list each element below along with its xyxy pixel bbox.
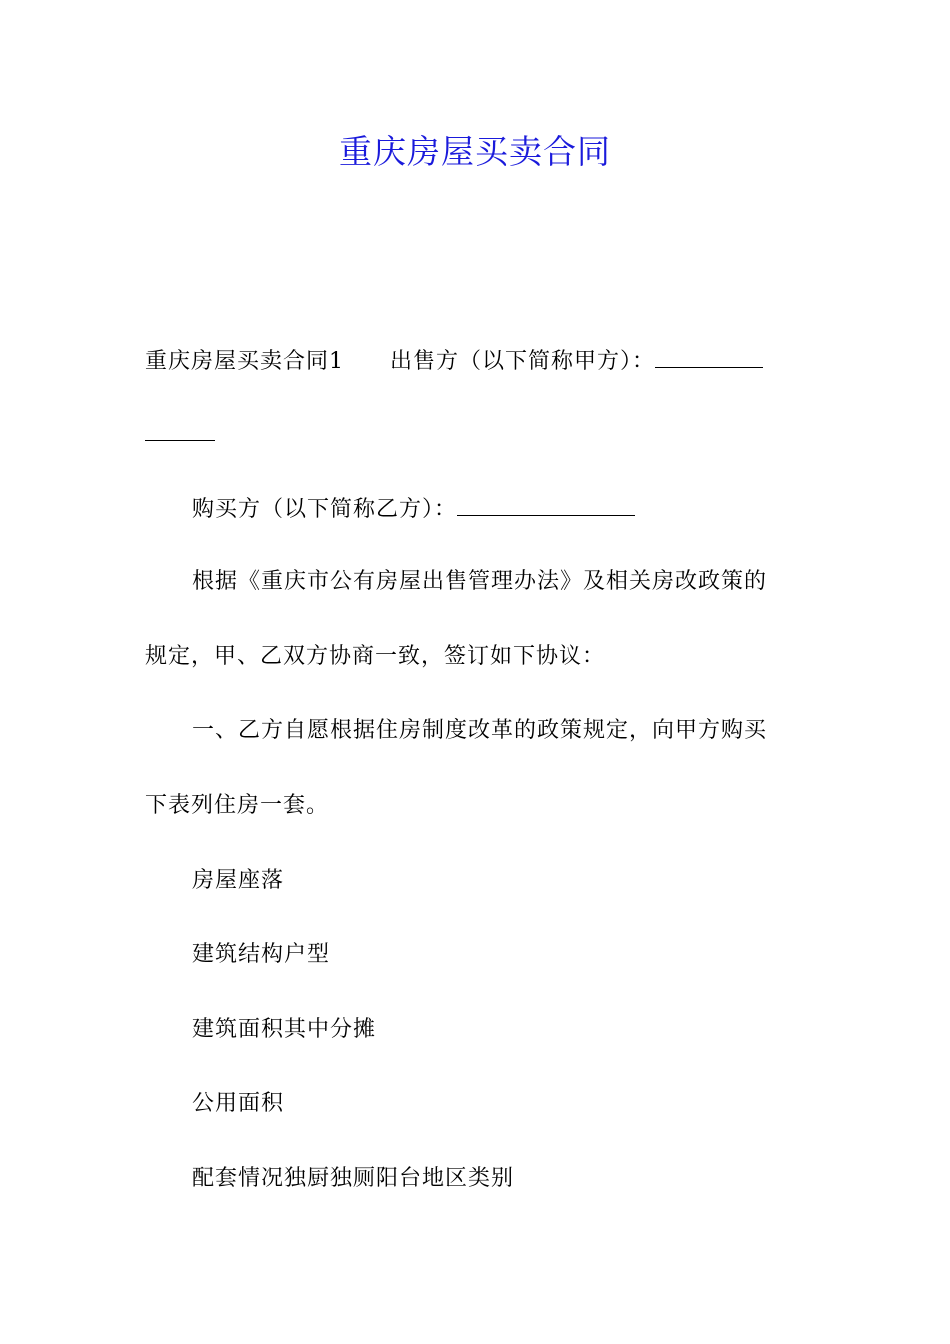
clause-one-line1: 一、乙方自愿根据住房制度改革的政策规定，向甲方购买 [192, 718, 768, 743]
contract-header-line [145, 345, 763, 377]
item-facilities: 配套情况独厨独厕阳台地区类别 [192, 1166, 515, 1191]
buyer-line [192, 493, 635, 525]
paragraph-basis-line2: 规定，甲、乙双方协商一致，签订如下协议： [145, 644, 606, 669]
seller-blank-line2 [145, 418, 215, 441]
item-building-area: 建筑面积其中分摊 [192, 1017, 377, 1042]
contract-number: 重庆房屋买卖合同1 [145, 349, 344, 374]
paragraph-basis-line1: 根据《重庆市公有房屋出售管理办法》及相关房改政策的 [192, 569, 768, 594]
buyer-label: 购买方（以下简称乙方）： [192, 497, 458, 522]
item-house-location: 房屋座落 [192, 868, 285, 893]
item-public-area: 公用面积 [192, 1091, 285, 1116]
seller-label: 出售方（以下简称甲方）： [390, 349, 656, 374]
document-title: 重庆房屋买卖合同 [339, 132, 611, 171]
seller-blank [655, 345, 763, 368]
buyer-blank [457, 493, 635, 516]
clause-one-line2: 下表列住房一套。 [145, 793, 330, 818]
seller-blank-continued [145, 418, 215, 450]
item-building-structure: 建筑结构户型 [192, 942, 331, 967]
